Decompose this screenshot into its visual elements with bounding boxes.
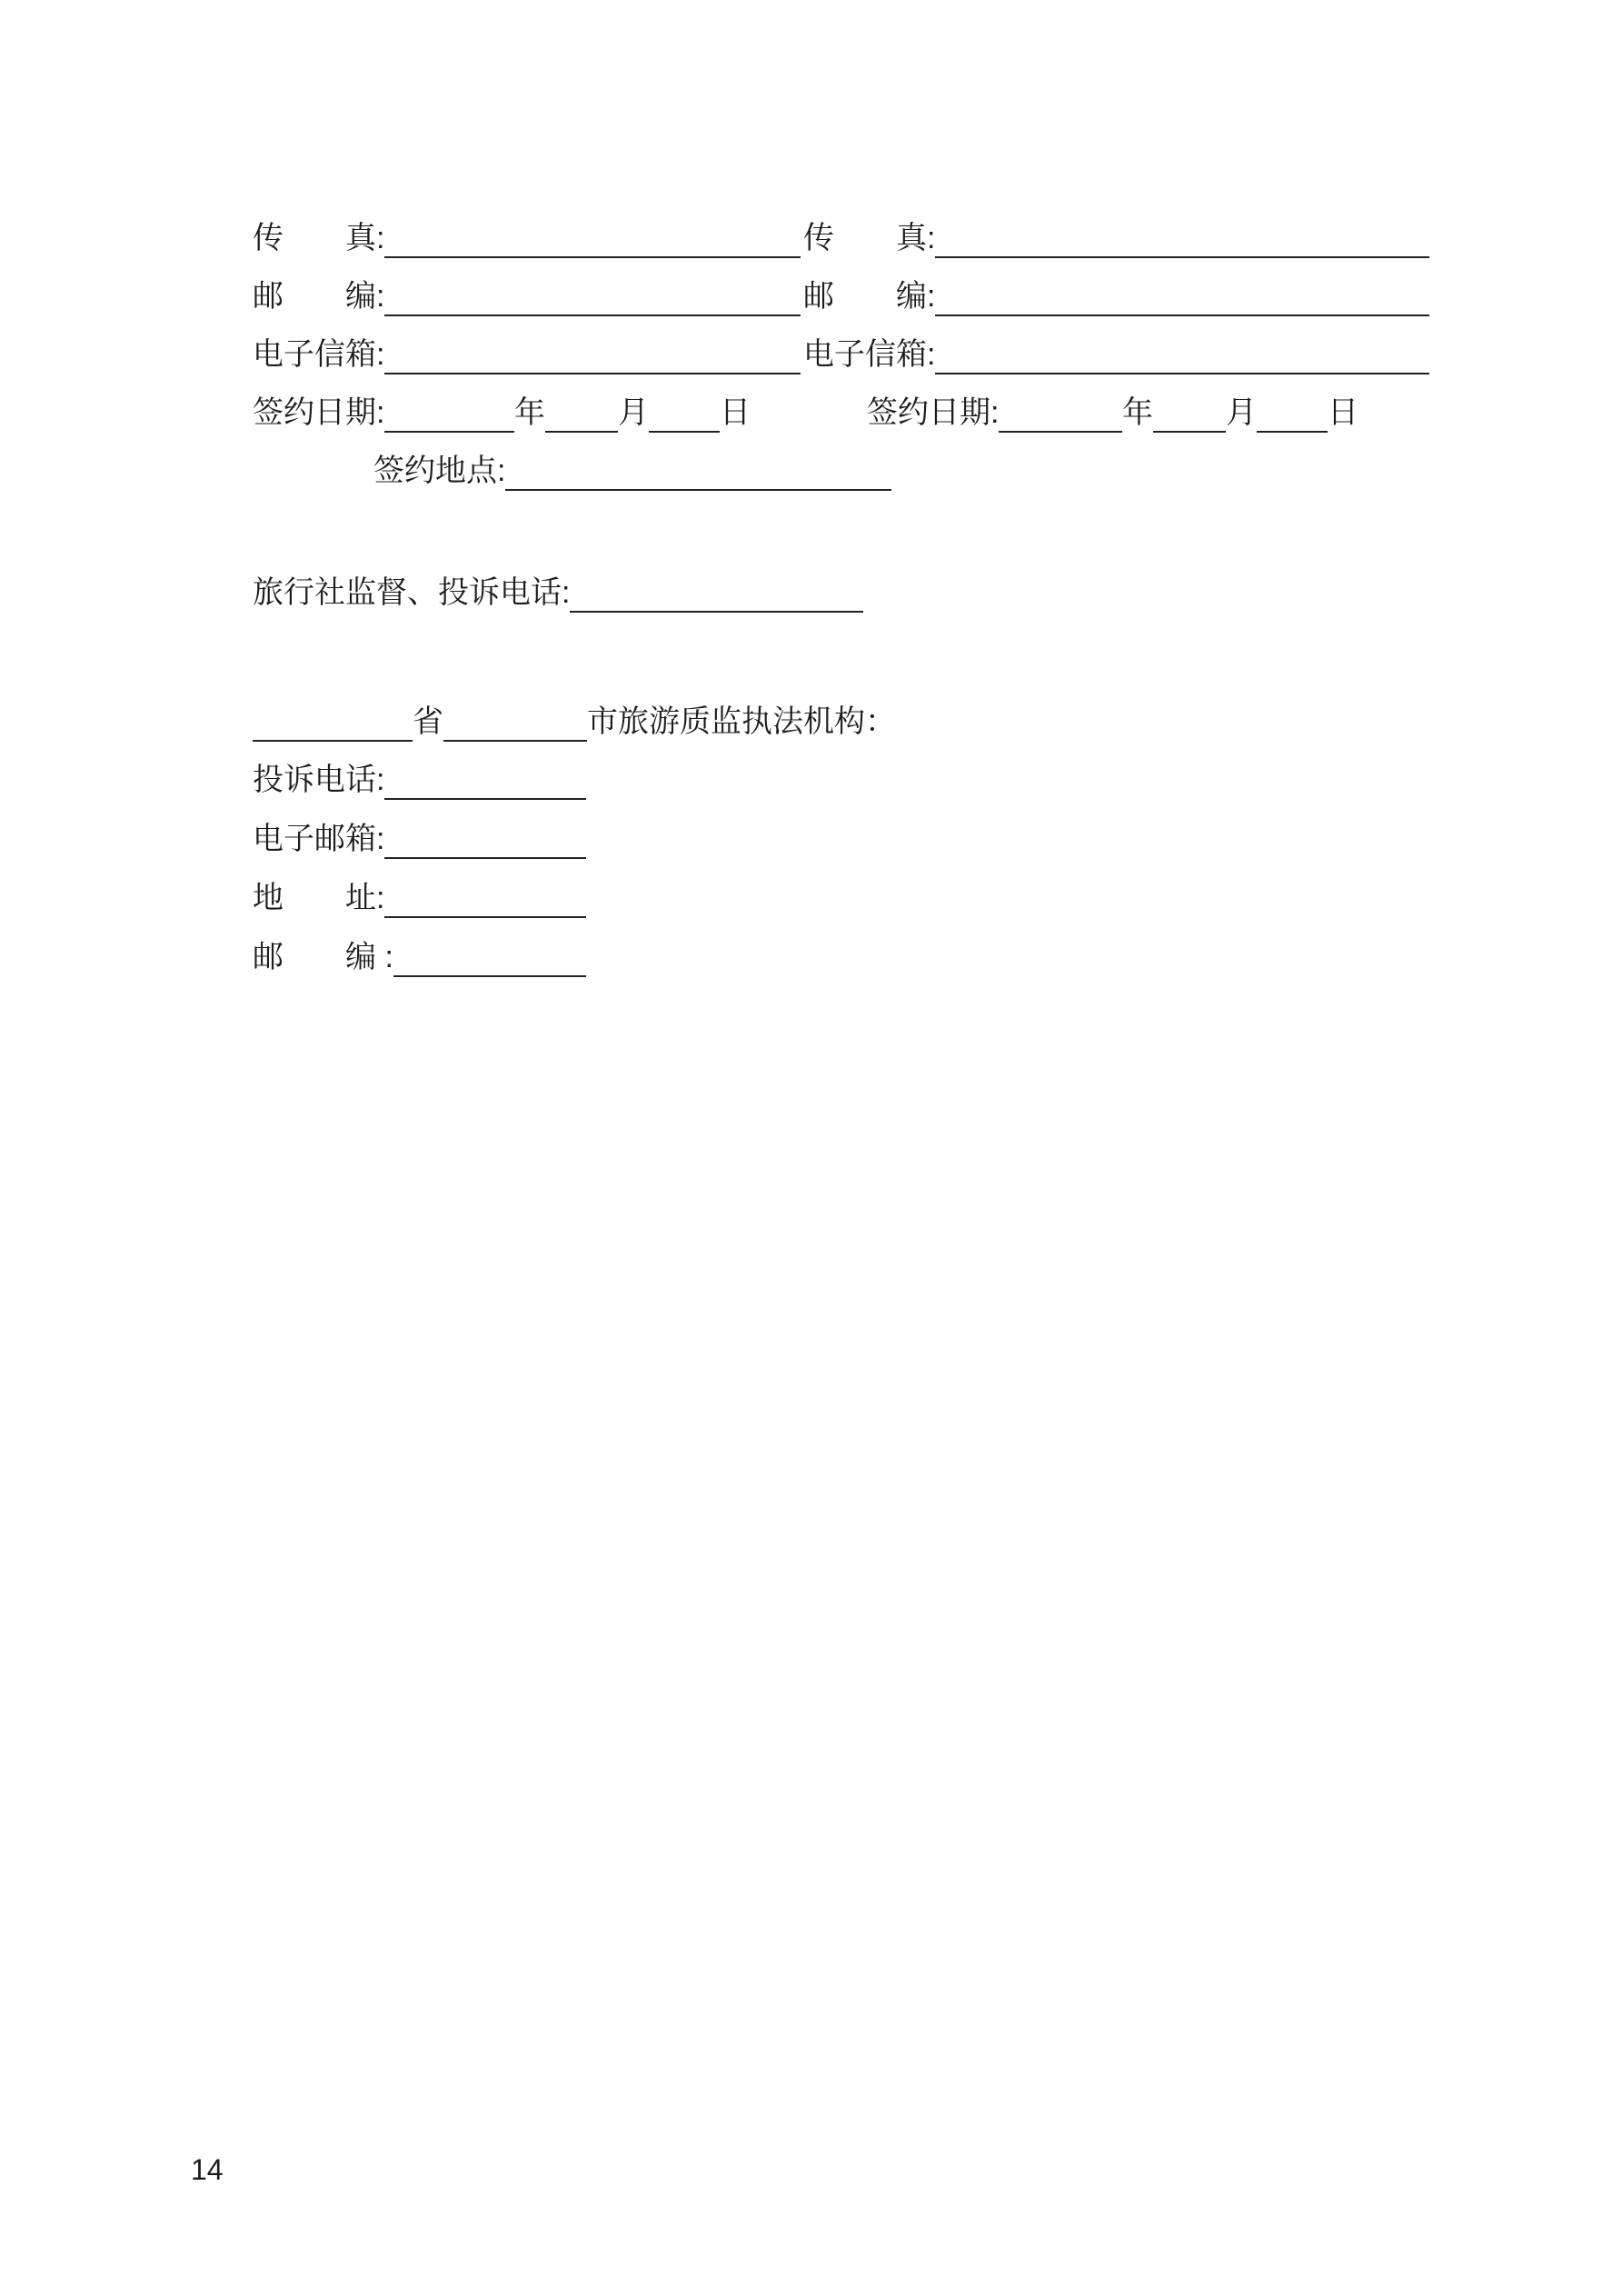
supervision-label: 旅行社监督、投诉电话: (253, 575, 571, 610)
email-row-left (253, 333, 801, 374)
agency-email-row (253, 817, 586, 859)
postal-label-right: 邮 编: (803, 279, 936, 314)
agency-email-label: 电子邮箱: (253, 822, 385, 856)
sign-date-label-left: 签约日期: (253, 395, 385, 430)
complaint-phone-label: 投诉电话: (253, 763, 385, 797)
city-blank (443, 733, 587, 742)
fax-label-right: 传 真: (803, 221, 936, 255)
sign-date-month-blank-left (545, 424, 618, 433)
month-label-left: 月 (618, 395, 649, 430)
fax-label-left: 传 真: (253, 221, 385, 255)
postal-row-right (803, 275, 1429, 316)
sign-date-day-blank-right (1257, 424, 1328, 433)
sign-date-row-right (867, 391, 1358, 433)
month-label-right: 月 (1226, 395, 1257, 430)
postal-label-left: 邮 编: (253, 279, 385, 314)
complaint-phone-row (253, 758, 586, 800)
agency-email-blank (384, 850, 586, 859)
sign-place-row (373, 449, 891, 491)
email-row-right (803, 333, 1429, 374)
address-blank (384, 909, 586, 918)
agency-title-row (253, 700, 896, 742)
agency-postal-blank (393, 968, 586, 977)
postal-blank-left (384, 307, 801, 316)
sign-date-day-blank-left (649, 424, 720, 433)
day-label-left: 日 (720, 395, 751, 430)
province-blank (253, 733, 413, 742)
fax-row-right (803, 216, 1429, 258)
sign-date-row-left (253, 391, 751, 433)
supervision-row (253, 571, 863, 613)
email-label-right: 电子信箱: (803, 337, 936, 372)
page-number: 14 (191, 2153, 224, 2186)
sign-date-label-right: 签约日期: (867, 395, 1000, 430)
year-label-right: 年 (1122, 395, 1153, 430)
postal-row-left (253, 275, 801, 316)
agency-org-label: 市旅游质监执法机构： (587, 704, 896, 739)
year-label-left: 年 (514, 395, 545, 430)
agency-postal-row (253, 935, 586, 977)
day-label-right: 日 (1328, 395, 1358, 430)
sign-date-year-blank-left (384, 424, 514, 433)
fax-blank-left (384, 249, 801, 258)
sign-date-month-blank-right (1153, 424, 1226, 433)
email-blank-left (384, 365, 801, 374)
agency-postal-label: 邮 编 : (253, 940, 393, 974)
address-label: 地 址: (253, 881, 385, 915)
complaint-phone-blank (384, 791, 586, 800)
supervision-blank (570, 604, 863, 613)
fax-row-left (253, 216, 801, 258)
postal-blank-right (935, 307, 1429, 316)
sign-place-label: 签约地点: (373, 454, 506, 488)
sign-date-year-blank-right (999, 424, 1122, 433)
sign-place-blank (505, 482, 891, 491)
address-row (253, 876, 586, 918)
email-blank-right (935, 365, 1429, 374)
email-label-left: 电子信箱: (253, 337, 385, 372)
fax-blank-right (935, 249, 1429, 258)
province-label: 省 (413, 704, 443, 739)
